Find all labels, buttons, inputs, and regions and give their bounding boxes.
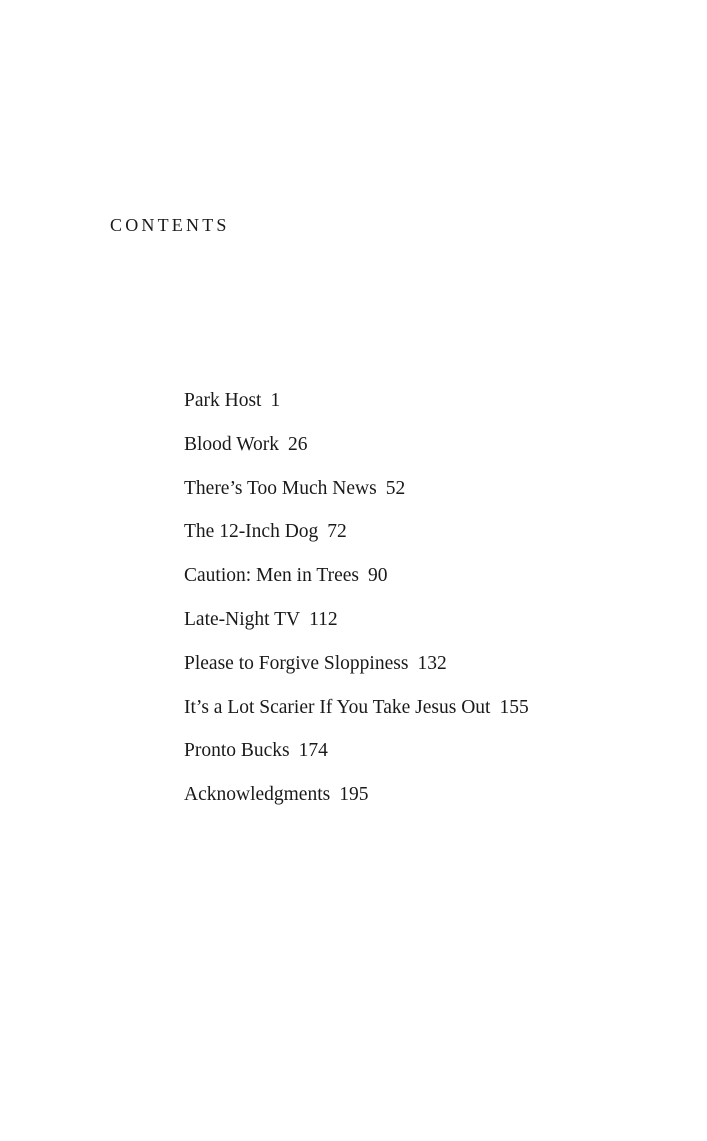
toc-entry[interactable] [184, 693, 529, 737]
toc-entry-page: 132 [417, 652, 447, 674]
toc-entry[interactable] [184, 430, 529, 474]
table-of-contents [184, 386, 529, 824]
toc-entry-page: 112 [309, 608, 338, 630]
toc-entry-title: It’s a Lot Scarier If You Take Jesus Out [184, 696, 491, 718]
toc-entry[interactable] [184, 780, 529, 824]
toc-entry-title: Acknowledgments [184, 784, 331, 806]
toc-entry[interactable] [184, 605, 529, 649]
toc-entry-page: 174 [298, 740, 328, 762]
toc-entry-title: Pronto Bucks [184, 740, 290, 762]
page-title: CONTENTS [110, 215, 230, 235]
toc-entry[interactable] [184, 517, 529, 561]
toc-entry[interactable] [184, 474, 529, 518]
toc-entry-title: There’s Too Much News [184, 477, 377, 499]
toc-entry-page: 1 [270, 390, 281, 411]
toc-entry-page: 52 [385, 477, 406, 499]
toc-entry-title: Blood Work [184, 433, 280, 455]
toc-entry-page: 90 [367, 565, 388, 587]
toc-entry-page: 72 [327, 521, 347, 543]
toc-entry-page: 195 [339, 784, 369, 806]
toc-entry[interactable] [184, 386, 529, 430]
toc-entry[interactable] [184, 736, 529, 780]
toc-entry-title: Caution: Men in Trees [184, 565, 359, 587]
toc-entry[interactable] [184, 561, 529, 605]
toc-entry-title: The 12-Inch Dog [184, 521, 319, 543]
toc-entry-page: 26 [288, 433, 308, 455]
toc-entry[interactable] [184, 649, 529, 693]
toc-entry-page: 155 [499, 696, 529, 718]
toc-entry-title: Park Host [184, 390, 262, 411]
toc-entry-title: Late-Night TV [184, 608, 301, 630]
toc-entry-title: Please to Forgive Sloppiness [184, 652, 409, 674]
